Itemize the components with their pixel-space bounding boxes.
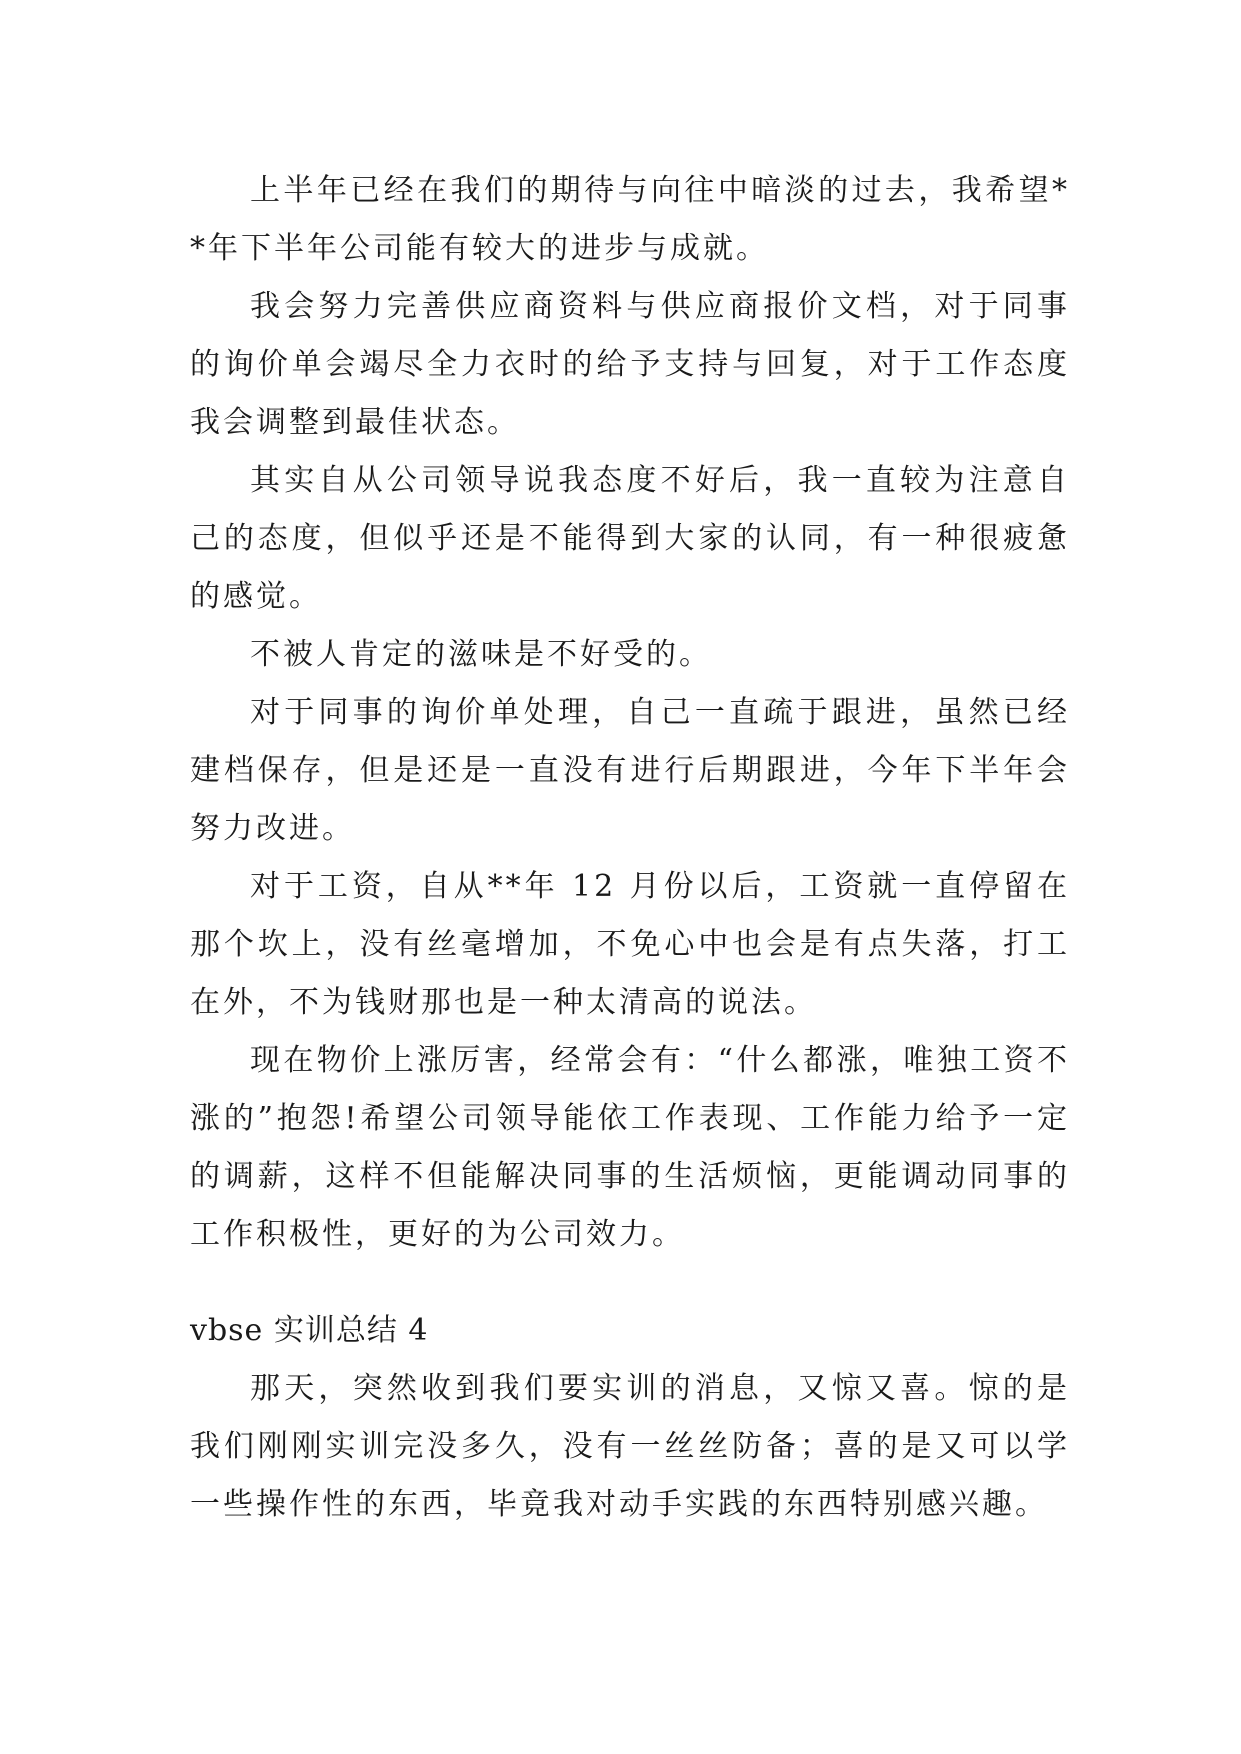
paragraph: 其实自从公司领导说我态度不好后，我一直较为注意自己的态度，但似乎还是不能得到大家的认同，有一种很疲惫的感觉。 xyxy=(190,463,1070,614)
paragraph: 不被人肯定的滋味是不好受的。 xyxy=(250,637,712,672)
section-heading: vbse 实训总结 4 xyxy=(190,1313,429,1348)
paragraph: 那天，突然收到我们要实训的消息，又惊又喜。惊的是我们刚刚实训完没多久，没有一丝丝防备；喜的是又可以学一些操作性的东西，毕竟我对动手实践的东西特别感兴趣。 xyxy=(190,1371,1070,1522)
paragraph: 上半年已经在我们的期待与向往中暗淡的过去，我希望**年下半年公司能有较大的进步与成就。 xyxy=(190,173,1070,266)
document-body xyxy=(190,162,1070,1534)
paragraph: 对于同事的询价单处理，自己一直疏于跟进，虽然已经建档保存，但是还是一直没有进行后期跟进，今年下半年会努力改进。 xyxy=(190,695,1070,846)
paragraph: 对于工资，自从**年 12 月份以后，工资就一直停留在那个坎上，没有丝毫增加，不免心中也会是有点失落，打工在外，不为钱财那也是一种太清高的说法。 xyxy=(190,869,1070,1020)
paragraph: 现在物价上涨厉害，经常会有：“什么都涨，唯独工资不涨的”抱怨!希望公司领导能依工作表现、工作能力给予一定的调薪，这样不但能解决同事的生活烦恼，更能调动同事的工作积极性，更好的为公司效力。 xyxy=(190,1043,1070,1252)
paragraph: 我会努力完善供应商资料与供应商报价文档，对于同事的询价单会竭尽全力衣时的给予支持与回复，对于工作态度我会调整到最佳状态。 xyxy=(190,289,1070,440)
